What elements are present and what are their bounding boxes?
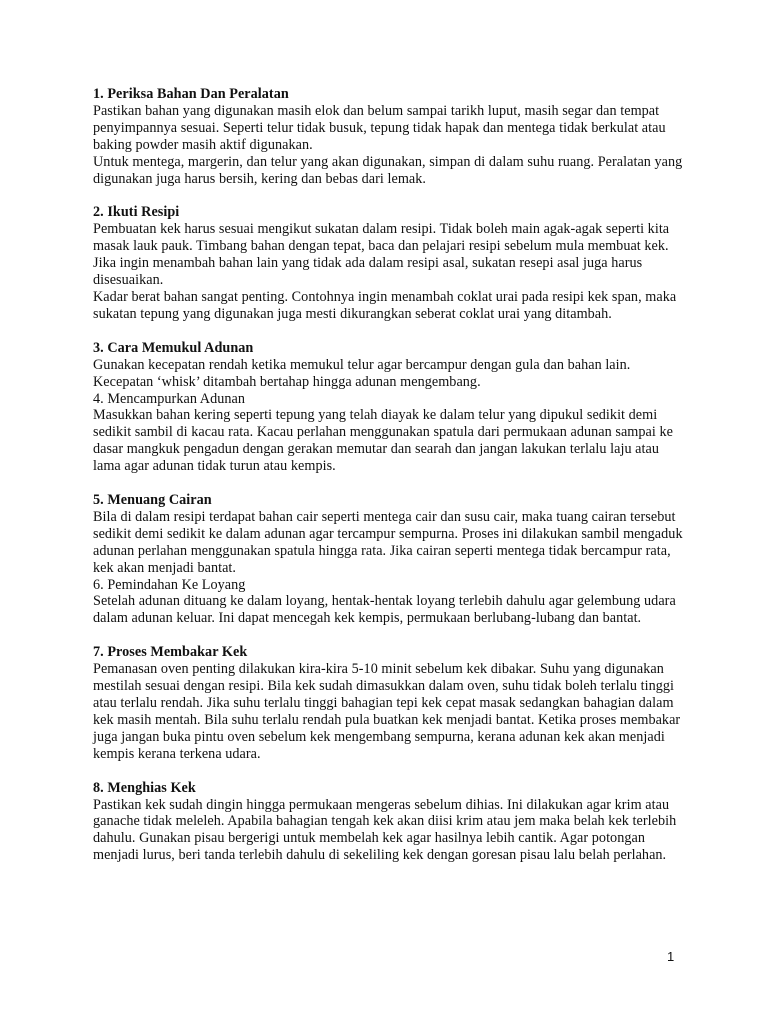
paragraph: Gunakan kecepatan rendah ketika memukul telur agar bercampur dengan gula dan bahan lain. Kecepatan ‘whisk’ ditambah bertahap hingga adunan mengembang. — [93, 356, 631, 390]
paragraph: Pemanasan oven penting dilakukan kira-kira 5-10 minit sebelum kek dibakar. Suhu yang digunakan mestilah sesuai dengan resipi. Bila kek sudah dimasukkan dalam oven, suhu tidak boleh terlalu tinggi atau terlalu rendah. Jika suhu terlalu tinggi bahagian tepi kek cepat masak sedangkan bahagian dalam kek masih mentah. Bila suhu terlalu rendah pula buatkan kek menjadi bantat. Ketika proses membakar juga jangan buka pintu oven sebelum kek mengembang sempurna, kerana adunan kek akan menjadi kempis kerana terkena udara. — [93, 661, 681, 762]
section-heading: 7. Proses Membakar Kek — [93, 644, 248, 661]
paragraph: Setelah adunan dituang ke dalam loyang, hentak-hentak loyang terlebih dahulu agar gelembung udara dalam adunan keluar. Ini dapat mencegah kek kempis, permukaan berlubang-lubang dan bantat. — [93, 593, 676, 627]
paragraph: Kadar berat bahan sangat penting. Contohnya ingin menambah coklat urai pada resipi kek span, maka sukatan tepung yang digunakan juga mesti dikurangkan seberat coklat urai yang ditambah. — [93, 288, 677, 322]
paragraph: Masukkan bahan kering seperti tepung yang telah diayak ke dalam telur yang dipukul sedikit demi sedikit sambil di kacau rata. Kacau perlahan menggunakan spatula dari permukaan adunan sampai ke dasar mangkuk pengadun dengan gerakan memutar dan searah dan jangan lakukan terlalu laju atau lama agar adunan tidak turun atau kempis. — [93, 407, 673, 475]
document-body — [93, 86, 683, 881]
section-heading: 2. Ikuti Resipi — [93, 204, 180, 221]
section-proses-membakar-kek — [93, 644, 683, 762]
subheading-pemindahan-ke-loyang: 6. Pemindahan Ke Loyang — [93, 576, 246, 593]
section-heading: 5. Menuang Cairan — [93, 492, 212, 509]
subheading-mencampurkan-adunan: 4. Mencampurkan Adunan — [93, 390, 246, 407]
paragraph: Untuk mentega, margerin, dan telur yang akan digunakan, simpan di dalam suhu ruang. Peralatan yang digunakan juga harus bersih, kering dan bebas dari lemak. — [93, 153, 683, 187]
section-periksa-bahan — [93, 86, 683, 187]
section-ikuti-resipi — [93, 204, 683, 322]
paragraph: Bila di dalam resipi terdapat bahan cair seperti mentega cair dan susu cair, maka tuang cairan tersebut sedikit demi sedikit ke dalam adunan agar tercampur sempurna. Proses ini dilakukan sambil mengaduk adunan perlahan menggunakan spatula hingga rata. Jika cairan seperti mentega tidak bercampur rata, kek akan menjadi bantat. — [93, 508, 683, 576]
section-heading: 8. Menghias Kek — [93, 779, 196, 796]
section-menuang-cairan — [93, 492, 683, 627]
section-menghias-kek — [93, 780, 683, 865]
paragraph: Pastikan kek sudah dingin hingga permukaan mengeras sebelum dihias. Ini dilakukan agar krim atau ganache tidak meleleh. Apabila bahagian tengah kek akan diisi krim atau jem maka belah kek terlebih dahulu. Gunakan pisau bergerigi untuk membelah kek agar hasilnya lebih cantik. Agar potongan menjadi lurus, beri tanda terlebih dahulu di sekeliling kek dengan goresan pisau lalu belah perlahan. — [93, 796, 677, 864]
section-heading: 3. Cara Memukul Adunan — [93, 339, 254, 356]
paragraph: Pembuatan kek harus sesuai mengikut sukatan dalam resipi. Tidak boleh main agak-agak seperti kita masak lauk pauk. Timbang bahan dengan tepat, baca dan pelajari resipi sebelum mula membuat kek. Jika ingin menambah bahan lain yang tidak ada dalam resipi asal, sukatan resepi asal juga harus disesuaikan. — [93, 221, 670, 289]
page-number: 1 — [667, 949, 675, 964]
section-heading: 1. Periksa Bahan Dan Peralatan — [93, 86, 289, 102]
section-cara-memukul-adunan — [93, 340, 683, 475]
paragraph: Pastikan bahan yang digunakan masih elok dan belum sampai tarikh luput, masih segar dan tempat penyimpannya sesuai. Seperti telur tidak busuk, tepung tidak hapak dan mentega tidak berkulat atau baking powder masih aktif digunakan. — [93, 102, 666, 153]
